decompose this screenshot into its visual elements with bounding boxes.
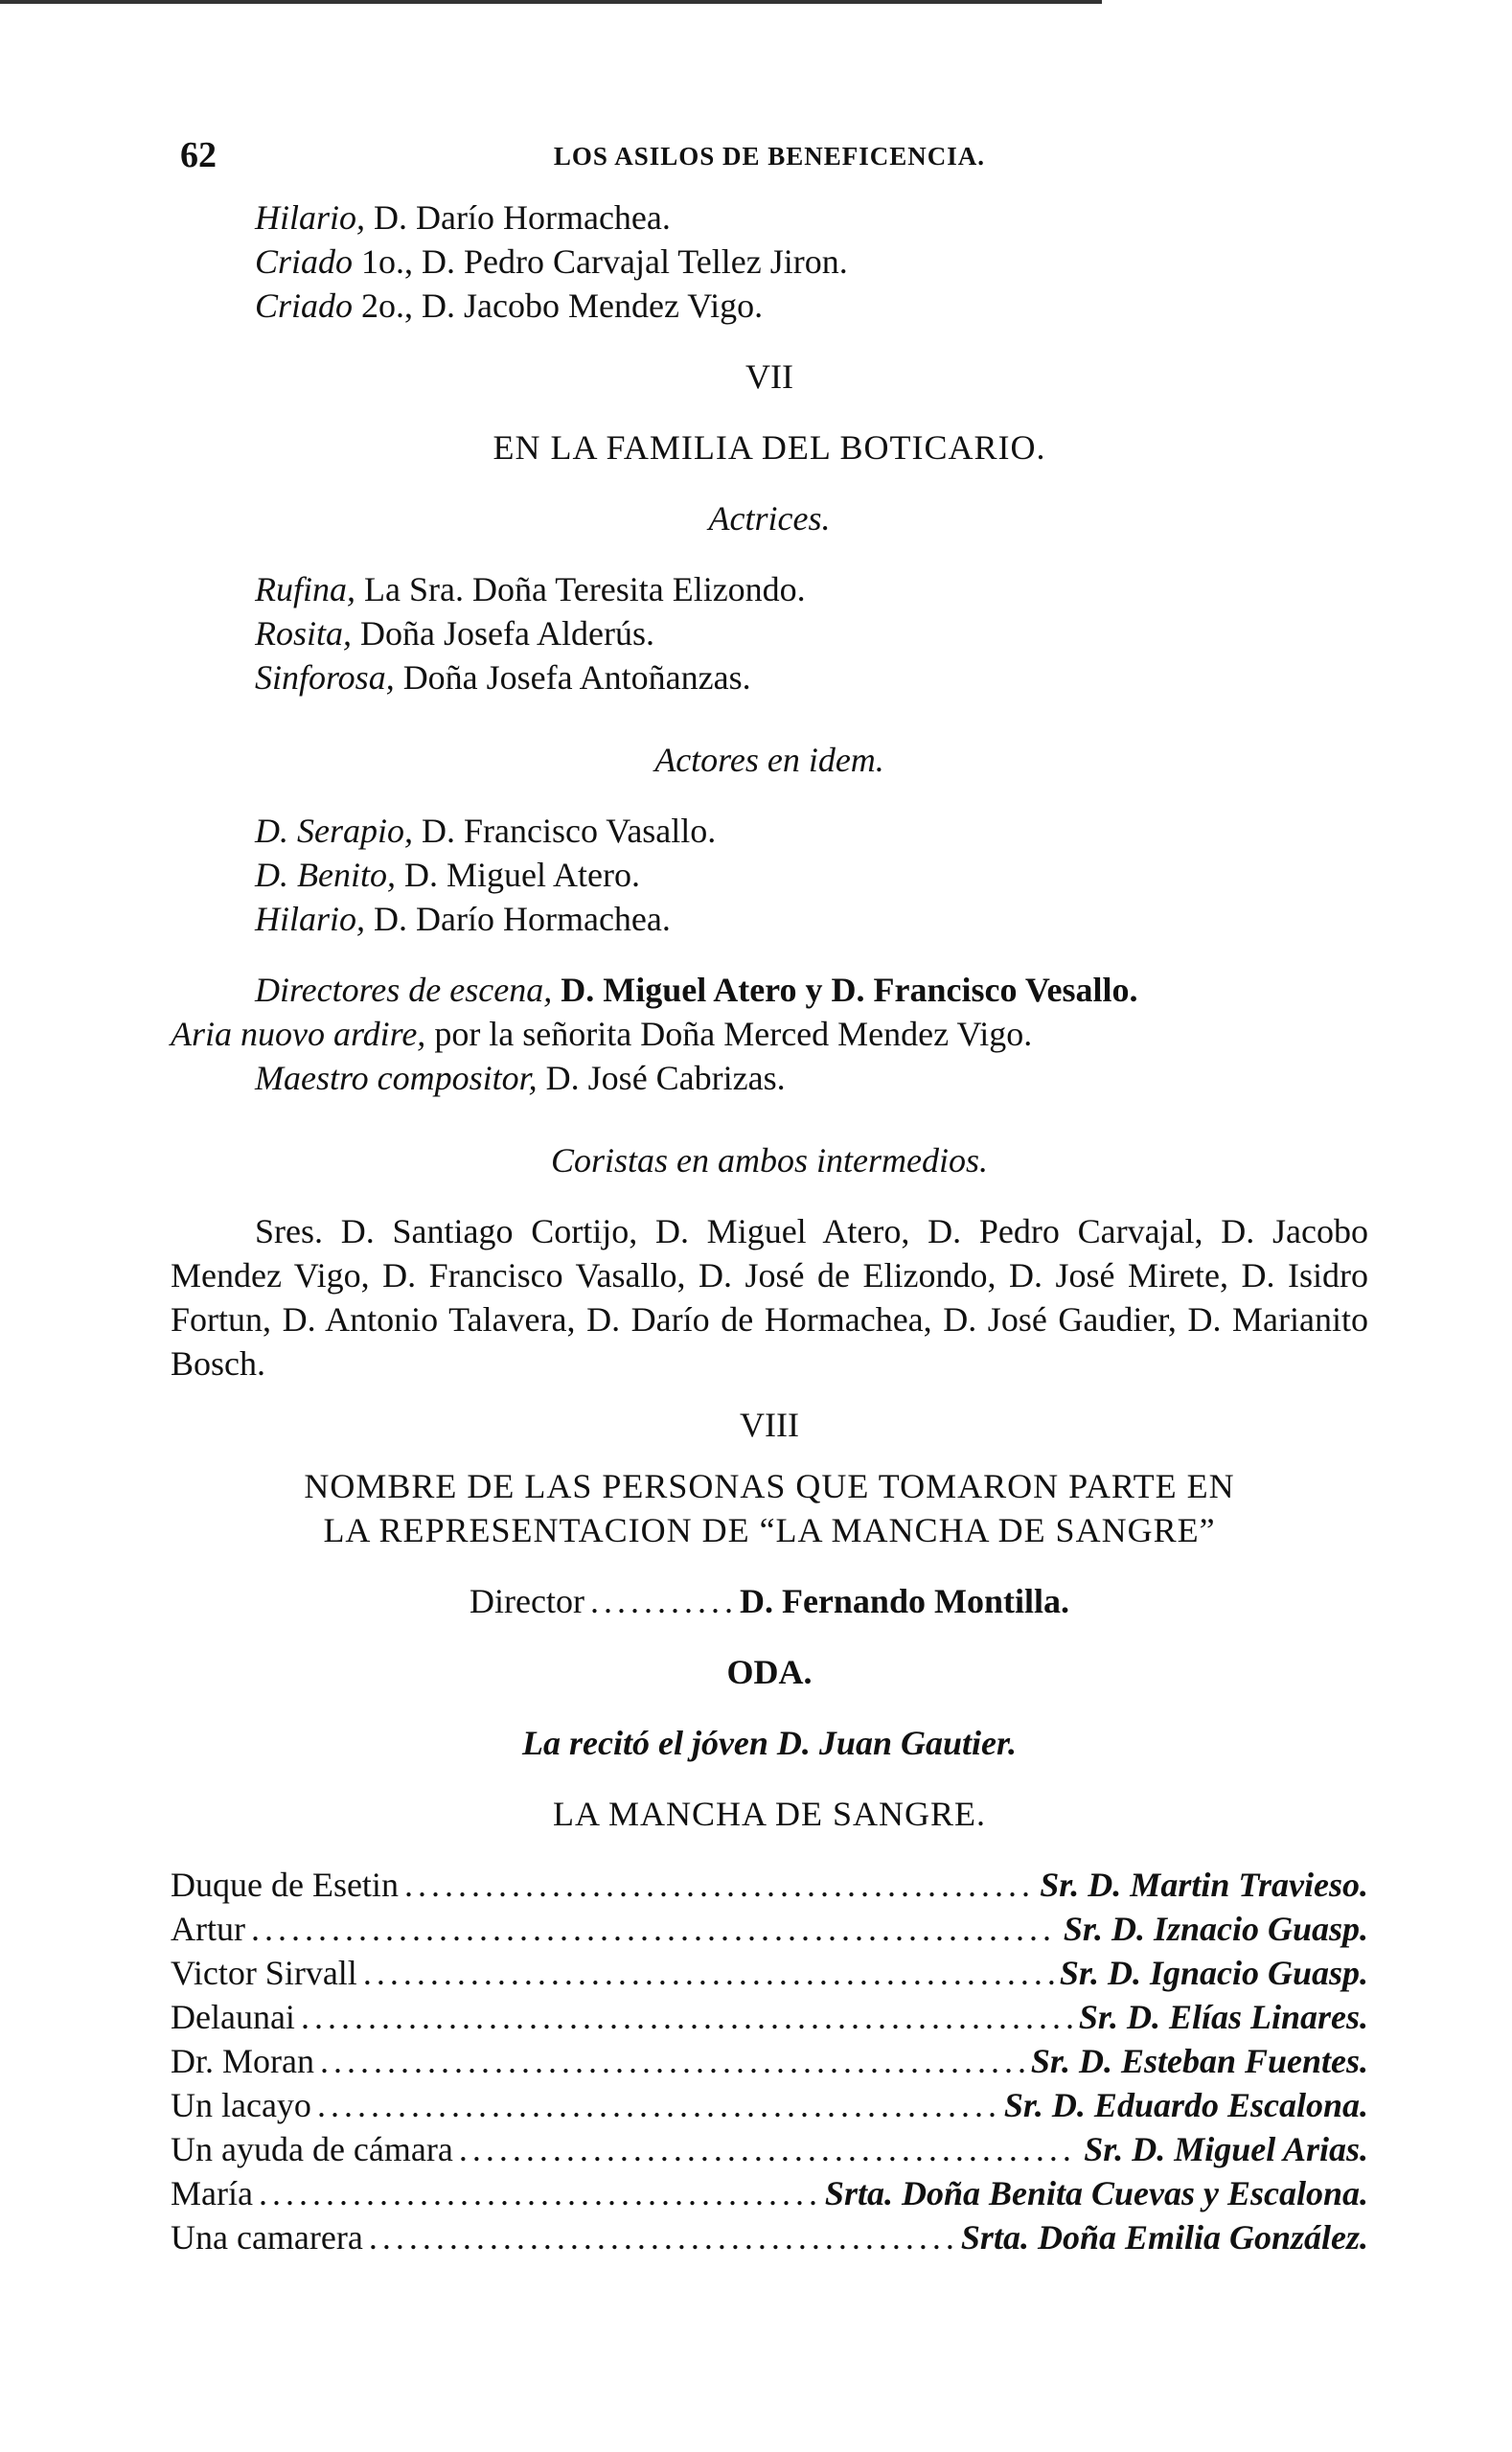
intro-line bbox=[171, 240, 1368, 284]
actrices-list bbox=[171, 567, 1368, 699]
role-name: D. Serapio, bbox=[255, 812, 413, 850]
section-7-title: EN LA FAMILIA DEL BOTICARIO. bbox=[493, 428, 1046, 467]
section-8-title-line-2: LA REPRESENTACION DE “LA MANCHA DE SANGRE” bbox=[323, 1511, 1216, 1549]
page-number: 62 bbox=[180, 135, 217, 175]
running-head: LOS ASILOS DE BENEFICENCIA. bbox=[553, 142, 986, 171]
section-7-numeral: VII bbox=[745, 357, 793, 396]
actrices-heading: Actrices. bbox=[708, 499, 831, 538]
actores-heading: Actores en idem. bbox=[654, 741, 884, 779]
page-header bbox=[171, 125, 1368, 192]
dot-leader bbox=[301, 1995, 1073, 2039]
cast-actor: Sr. D. Esteban Fuentes. bbox=[1030, 2042, 1368, 2080]
actor-line bbox=[171, 809, 1368, 853]
performer-name: La Sra. Doña Teresita Elizondo. bbox=[355, 570, 806, 608]
performer-name: Doña Josefa Alderús. bbox=[352, 614, 654, 653]
actress-line bbox=[171, 611, 1368, 655]
cast-row bbox=[171, 2083, 1368, 2127]
performer-name: D. Darío Hormachea. bbox=[365, 900, 671, 938]
credit-name: por la señorita Doña Merced Mendez Vigo. bbox=[425, 1015, 1033, 1053]
cast-actor: Sr. D. Eduardo Escalona. bbox=[1003, 2086, 1368, 2124]
intro-cast bbox=[171, 195, 1368, 328]
actress-line bbox=[171, 655, 1368, 699]
actor-line bbox=[171, 897, 1368, 941]
dot-leader bbox=[590, 1579, 734, 1623]
cast-role: María bbox=[171, 2174, 253, 2212]
cast-role: Delaunai bbox=[171, 1998, 295, 2036]
credit-role: Directores de escena, bbox=[255, 971, 553, 1009]
cast-actor: Sr. D. Iznacio Guasp. bbox=[1063, 1910, 1368, 1948]
cast-row bbox=[171, 1863, 1368, 1907]
cast-row bbox=[171, 1907, 1368, 1951]
cast-role: Artur bbox=[171, 1910, 245, 1948]
section-8-numeral: VIII bbox=[740, 1406, 799, 1444]
dot-leader bbox=[259, 2171, 819, 2215]
cast-row bbox=[171, 1951, 1368, 1995]
cast-row bbox=[171, 1995, 1368, 2039]
cast-role: Un lacayo bbox=[171, 2086, 311, 2124]
section-8-title-line-1: NOMBRE DE LAS PERSONAS QUE TOMARON PARTE EN bbox=[304, 1467, 1235, 1505]
performer-name: D. Miguel Atero. bbox=[395, 856, 640, 894]
cast-role: Dr. Moran bbox=[171, 2042, 314, 2080]
director-line bbox=[171, 1579, 1368, 1623]
cast-list bbox=[171, 1863, 1368, 2259]
dot-leader bbox=[369, 2215, 955, 2259]
oda-reciter: La recitó el jóven D. Juan Gautier. bbox=[522, 1724, 1017, 1762]
cast-role: Duque de Esetin bbox=[171, 1866, 399, 1904]
intro-line bbox=[171, 284, 1368, 328]
actress-line bbox=[171, 567, 1368, 611]
cast-actor: Sr. D. Ignacio Guasp. bbox=[1059, 1954, 1368, 1992]
cast-actor: Srta. Doña Benita Cuevas y Escalona. bbox=[824, 2174, 1368, 2212]
dot-leader bbox=[317, 2083, 998, 2127]
role-name: Rufina, bbox=[255, 570, 355, 608]
cast-row bbox=[171, 2039, 1368, 2083]
intro-line bbox=[171, 195, 1368, 240]
play-heading: LA MANCHA DE SANGRE. bbox=[552, 1795, 987, 1833]
dot-leader bbox=[251, 1907, 1058, 1951]
director-label: Director bbox=[470, 1582, 584, 1620]
cast-actor: Sr. D. Elías Linares. bbox=[1078, 1998, 1368, 2036]
top-rule bbox=[0, 0, 1102, 4]
director-name: D. Fernando Montilla. bbox=[739, 1582, 1069, 1620]
production-credits bbox=[171, 968, 1368, 1100]
cast-row bbox=[171, 2171, 1368, 2215]
credit-name: D. Miguel Atero y D. Francisco Vesallo. bbox=[552, 971, 1138, 1009]
credit-role: Maestro compositor, bbox=[255, 1059, 538, 1097]
actor-line bbox=[171, 853, 1368, 897]
cast-row bbox=[171, 2215, 1368, 2259]
role-name: D. Benito, bbox=[255, 856, 396, 894]
credit-name: D. José Cabrizas. bbox=[537, 1059, 786, 1097]
coristas-heading: Coristas en ambos intermedios. bbox=[550, 1141, 988, 1180]
role-name: Sinforosa, bbox=[255, 658, 395, 697]
role-name: Criado bbox=[255, 286, 354, 325]
dot-leader bbox=[404, 1863, 1034, 1907]
dot-leader bbox=[320, 2039, 1025, 2083]
cast-actor: Sr. D. Miguel Arias. bbox=[1084, 2130, 1368, 2168]
book-page bbox=[171, 125, 1368, 2259]
oda-heading: ODA. bbox=[726, 1653, 813, 1691]
performer-name: D. Francisco Vasallo. bbox=[413, 812, 717, 850]
cast-role: Victor Sirvall bbox=[171, 1954, 357, 1992]
performer-name: 2o., D. Jacobo Mendez Vigo. bbox=[353, 286, 764, 325]
role-name: Hilario, bbox=[255, 900, 366, 938]
credit-line bbox=[171, 1012, 1368, 1056]
cast-actor: Srta. Doña Emilia González. bbox=[960, 2218, 1368, 2257]
performer-name: D. Darío Hormachea. bbox=[365, 198, 671, 237]
cast-role: Un ayuda de cámara bbox=[171, 2130, 453, 2168]
role-name: Criado bbox=[255, 242, 354, 281]
credit-line bbox=[171, 1056, 1368, 1100]
cast-row bbox=[171, 2127, 1368, 2171]
actores-list bbox=[171, 809, 1368, 941]
cast-role: Una camarera bbox=[171, 2218, 363, 2257]
dot-leader bbox=[363, 1951, 1054, 1995]
performer-name: 1o., D. Pedro Carvajal Tellez Jiron. bbox=[353, 242, 848, 281]
role-name: Hilario, bbox=[255, 198, 366, 237]
coristas-paragraph: Sres. D. Santiago Cortijo, D. Miguel Atero, D. Pedro Carvajal, D. Jacobo Mendez Vigo, D. Francisco Vasallo, D. José de Elizondo, D. José Mirete, D. Isidro Fortun, D. Antonio Talavera, D. Darío de Hormachea, D. José Gaudier, D. Marianito Bosch. bbox=[171, 1212, 1368, 1383]
dot-leader bbox=[459, 2127, 1078, 2171]
credit-role: Aria nuovo ardire, bbox=[171, 1015, 426, 1053]
cast-actor: Sr. D. Martin Travieso. bbox=[1040, 1866, 1368, 1904]
role-name: Rosita, bbox=[255, 614, 353, 653]
credit-line bbox=[171, 968, 1368, 1012]
performer-name: Doña Josefa Antoñanzas. bbox=[394, 658, 751, 697]
